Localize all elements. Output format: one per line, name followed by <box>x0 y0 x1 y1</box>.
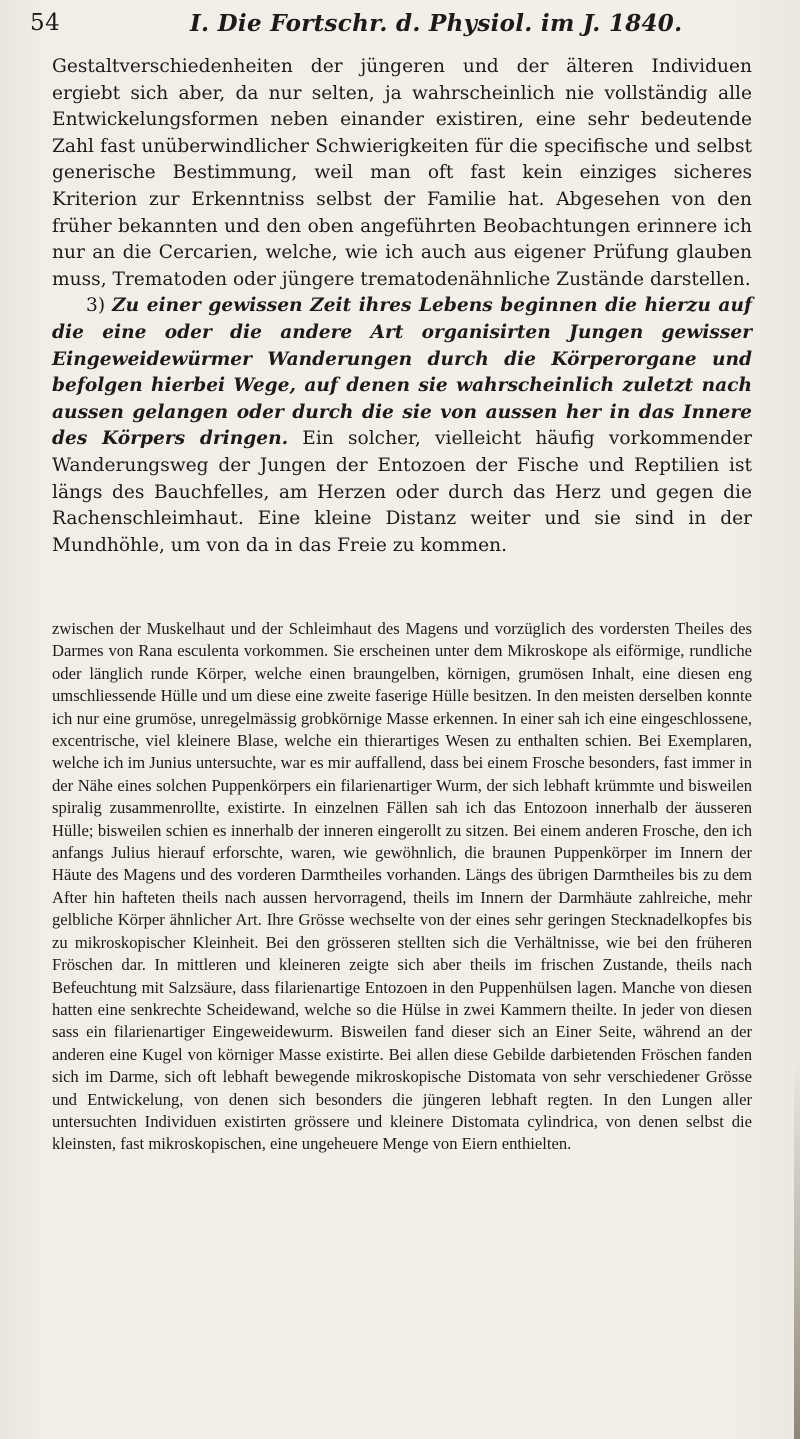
section-number: 3) <box>86 295 106 317</box>
running-title: I. Die Fortschr. d. Physiol. im J. 1840. <box>190 10 683 37</box>
section-emphasis: Zu einer gewissen Zeit ihres Lebens beginnen die hierzu auf die eine oder die andere Art organisirten Jungen gewisser Eingeweidewürmer Wanderungen durch die Körperorgane und befolgen hierbei Wege, auf denen sie wahrscheinlich zuletzt nach aussen gelangen oder durch die sie von aussen her in das Innere des Körpers dringen. <box>52 295 752 450</box>
paragraph-continuation: Gestaltverschiedenheiten der jüngeren und der älteren Individuen ergiebt sich aber, da nur selten, ja wahrscheinlich nie vollständig alle Entwickelungsformen neben einander existiren, eine sehr bedeutende Zahl fast unüberwindlicher Schwierigkeiten für die specifische und selbst generische Bestimmung, weil man oft fast kein einziges sicheres Kriterion zur Erkenntniss selbst der Familie hat. Abgesehen von den früher bekannten und den oben angeführten Beobachtungen erinnere ich nur an die Cercarien, welche, wie ich auch aus eigener Prüfung glauben muss, Trematoden oder jüngere trematodenähnliche Zustände darstellen. <box>52 56 752 290</box>
page-edge-shadow <box>794 1060 800 1439</box>
footnote <box>52 618 752 1156</box>
page-header <box>30 6 750 46</box>
footnote-text: zwischen der Muskelhaut und der Schleimhaut des Magens und vorzüglich des vordersten Theiles des Darmes von Rana esculenta vorkommen. Sie erscheinen unter dem Mikroskope als eiförmige, rundliche oder länglich runde Körper, welche einen braungelben, körnigen, grumösen Inhalt, eine diesen eng umschliessende Hülle und um diese eine zweite faserige Hülle besitzen. In den meisten derselben konnte ich nur eine grumöse, unregelmässig grobkörnige Masse erkennen. In einer sah ich eine eingeschlossene, excentrische, viel kleinere Blase, welche ein thierartiges Wesen zu enthalten schien. Bei Exemplaren, welche ich im Junius untersuchte, war es mir auffallend, dass bei einem Frosche besonders, fast immer in der Nähe eines solchen Puppenkörpers ein filarienartiger Wurm, der sich lebhaft krümmte und bisweilen spiralig zusammenrollte, existirte. In einzelnen Fällen sah ich das Entozoon innerhalb der äusseren Hülle; bisweilen schien es innerhalb der inneren eingerollt zu sitzen. Bei einem anderen Frosche, den ich anfangs Julius hierauf erforschte, waren, wie gewöhnlich, die braunen Puppenkörper im Innern der Häute des Magens und des vorderen Darmtheiles vorhanden. Längs des übrigen Darmtheiles bis zu dem After hin hafteten theils nach aussen hervorragend, theils im Innern der Darmhäute zahlreiche, mehr gelbliche Körper ähnlicher Art. Ihre Grösse wechselte von der eines sehr geringen Stecknadelkopfes bis zu mikroskopischer Kleinheit. Bei den grösseren stellten sich die Verhältnisse, wie bei den früheren Fröschen dar. In mittleren und kleineren zeigte sich aber theils im frischen Zustande, theils nach Befeuchtung mit Salzsäure, dass filarienartige Entozoen in den Puppenhülsen lagen. Manche von diesen hatten eine senkrechte Scheidewand, welche so die Hülse in zwei Kammern theilte. In jeder von diesen sass ein filarienartiger Eingeweidewurm. Bisweilen fand dieser sich an Einer Seite, während an der anderen eine Kugel von körniger Masse existirte. Bei allen diese Gebilde darbietenden Fröschen fanden sich im Darme, sich oft lebhaft bewegende mikroskopische Distomata von sehr verschiedener Grösse und Entwickelung, von denen sich besonders die jüngeren lebhaft regten. In den Lungen aller untersuchten Individuen existirten grössere und kleinere Distomata cylindrica, von denen selbst die kleinsten, fast mikroskopischen, eine ungeheuere Menge von Eiern enthielten. <box>52 619 752 1154</box>
section-3-paragraph <box>52 293 752 559</box>
main-text <box>52 54 752 559</box>
section-body: Ein solcher, vielleicht häufig vorkommender Wanderungsweg der Jungen der Entozoen der Fische und Reptilien ist längs des Bauchfelles, am Herzen oder durch das Herz und gegen die Rachenschleimhaut. Eine kleine Distanz weiter und sie sind in der Mundhöhle, um von da in das Freie zu kommen. <box>52 428 752 556</box>
page-number: 54 <box>30 10 61 36</box>
